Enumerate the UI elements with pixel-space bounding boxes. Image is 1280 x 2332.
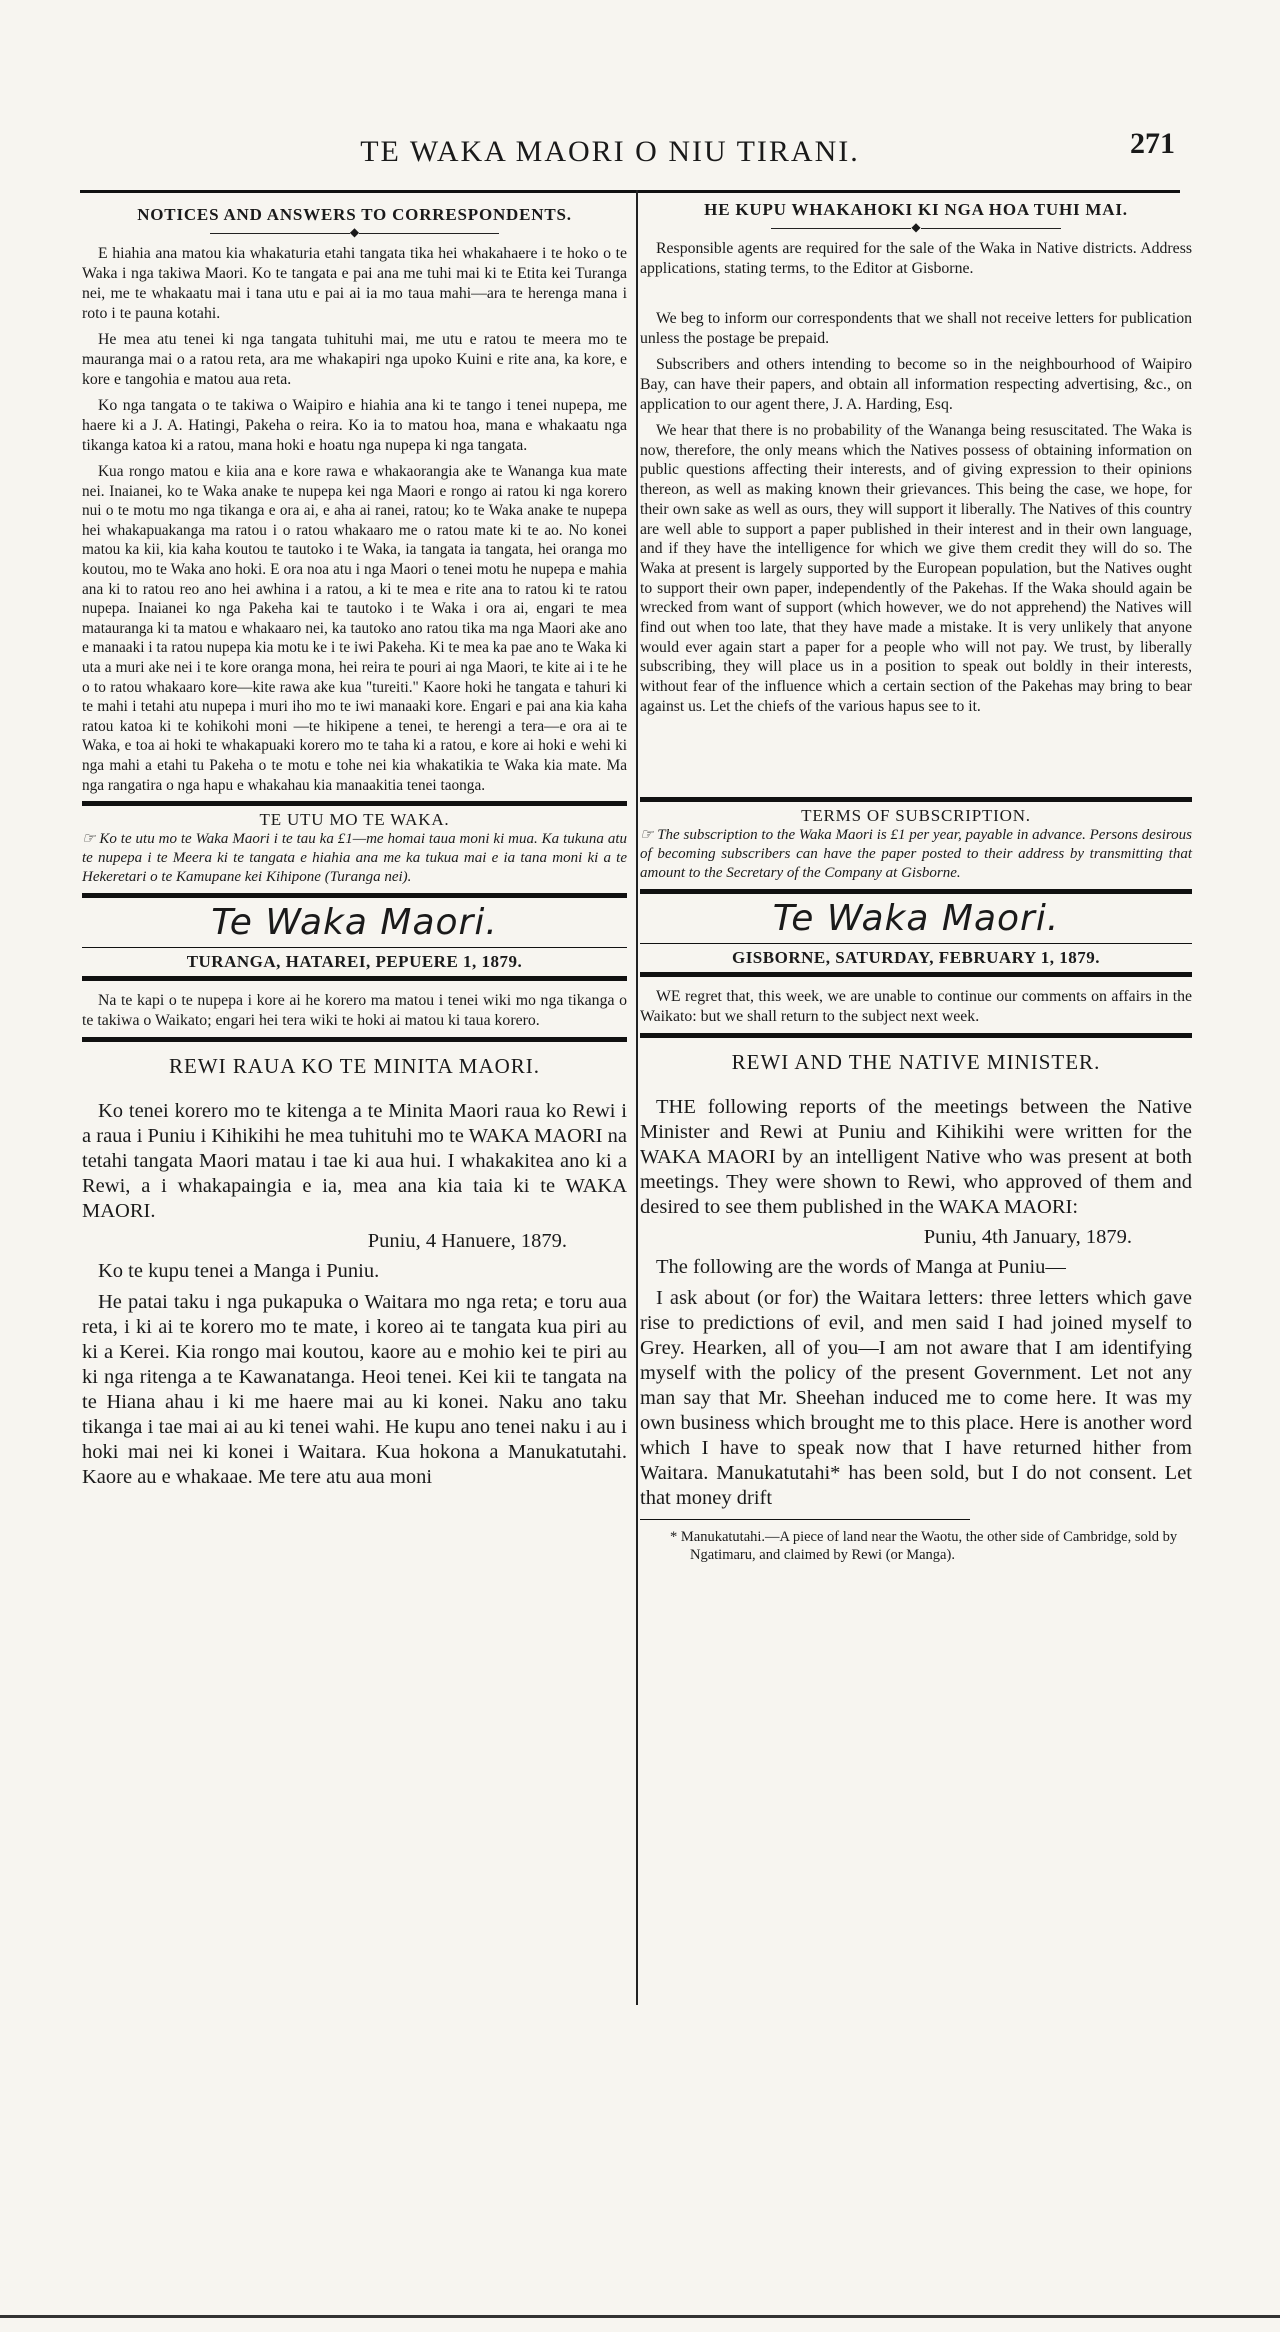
notice-paragraph: We beg to inform our correspondents that we shall not receive letters for publication unless the postage be prepaid. — [640, 310, 1192, 347]
section-rule — [82, 976, 627, 981]
title-rule — [82, 947, 627, 948]
rewi-date: Puniu, 4th January, 1879. — [923, 1225, 1132, 1248]
notice-paragraph: Ko nga tangata o te takiwa o Waipiro e hiahia ana ki te tango i tenei nupepa, me haere ki a J. A. Hatingi, Pakeha o reira. Ko ia to matou hoa, mana e whakaatu nga tikanga katoa ki a ratou, mana hoki e hoatu nga nupepa ki nga tangata. — [82, 397, 627, 454]
rewi-date: Puniu, 4 Hanuere, 1879. — [367, 1230, 567, 1253]
paper-title: Te Waka Maori. — [211, 902, 498, 944]
ornament-divider: ◆ — [640, 221, 1192, 233]
pointing-hand-icon: ☞ — [82, 831, 100, 848]
kupu-heading: HE KUPU WHAKAHOKI KI NGA HOA TUHI MAI. — [704, 200, 1128, 219]
rewi-heading: REWI RAUA KO TE MINITA MAORI. — [168, 1054, 541, 1079]
notice-paragraph: We hear that there is no probability of the Wananga being resuscitated. The Waka is now, therefore, the only means which the Natives possess of obtaining information on public questions affecting their interests, and of giving expression to their opinions thereon, as well as making known their grievances. This being the case, we hope, for their own sake as well as ours, they will support it liberally. The Natives of this country are well able to support a paper published in their interest and in their own language, and if they have the intelligence for which we give them credit they will do so. The Waka at present is largely supported by the European population, but the Natives ought to support their own paper, independently of the Pakehas. If the Waka should again be wrecked from want of support (which however, we do not apprehend) the Natives will find out when too late, that they have made a mistake. It is very unlikely that anyone would ever again start a paper for a people who will not pay. We trust, by liberally subscribing, they will place us in a position to speak out boldly in their interests, without fear of the influence which a certain section of the Pakehas may bring to bear against us. Let the chiefs of the various hapus see to it. — [640, 422, 1192, 715]
ornament-divider: ◆ — [82, 226, 627, 238]
rewi-intro: Ko tenei korero mo te kitenga a te Minita Maori raua ko Rewi i a raua i Puniu i Kihikihi he mea tuhituhi mo te WAKA MAORI na tetahi tangata Maori matau i tae ki aua hui. I whakakitea ano ki a Rewi, a i whakapaingia e ia, mea ana kia taia ki te WAKA MAORI. — [82, 1100, 627, 1223]
section-rule — [82, 801, 627, 806]
notices-heading: NOTICES AND ANSWERS TO CORRESPONDENTS. — [137, 205, 572, 224]
section-rule — [640, 972, 1192, 977]
terms-text — [640, 826, 1192, 883]
pointing-hand-icon: ☞ — [640, 826, 658, 843]
notice-paragraph: E hiahia ana matou kia whakaturia etahi tangata tika hei whakahaere i te hoko o te Waka i nga takiwa Maori. Ko te tangata e pai ana me tuhi mai ki te Etita kei Turanga nei, me te whakaatu mai i tana utu e pai ai ia mo taua mahi—ara te herenga mana i roto i te pauna kotahi. — [82, 245, 627, 322]
notice-paragraph: Subscribers and others intending to become so in the neighbourhood of Waipiro Bay, can have their papers, and obtain all information respecting advertising, &c., on application to our agent there, J. A. Harding, Esq. — [640, 356, 1192, 413]
rewi-paragraph: The following are the words of Manga at Puniu— — [656, 1255, 1066, 1278]
bottom-rule — [0, 2315, 1280, 2318]
masthead: TE WAKA MAORI O NIU TIRANI. — [360, 135, 860, 168]
editorial-note: WE regret that, this week, we are unable to continue our comments on affairs in the Waikato: but we shall return to the subject next week. — [640, 987, 1192, 1025]
utu-text — [82, 830, 627, 887]
notice-paragraph: Responsible agents are required for the sale of the Waka in Native districts. Address applications, stating terms, to the Editor at Gisborne. — [640, 240, 1192, 277]
section-rule — [82, 1037, 627, 1042]
utu-text-body: Ko te utu mo te Waka Maori i te tau ka £1—me homai taua moni ki mua. Ka tukuna atu te nupepa i te Meera ki te tangata e hiahia ana me ka tukua mai e ia tana moni ki a te Hekeretari o te Kamupane kei Kihipone (Turanga nei). — [82, 831, 627, 886]
rewi-paragraph: Ko te kupu tenei a Manga i Puniu. — [98, 1260, 380, 1283]
top-rule — [80, 190, 1180, 193]
notice-paragraph: Kua rongo matou e kiia ana e kore rawa e whakaorangia ake te Wananga kua mate nei. Inaianei, ko te Waka anake te nupepa kei nga Maori e rongo ai ratou ki nga korero nui o te motu mo nga tikanga e ora ai, e aha ai ranei, ratou; ko te Waka anake te nupepa hei whakapuakanga ma ratou i o ratou whakaaro me o ratou mate ki te ao. No konei matou ka kii, kia kaha koutou te tautoko i te Waka, ia tangata ia tangata, hei oranga mo koutou, mo te Waka ano hoki. E ora noa atu i nga Maori o tenei motu he nupepa e mahia ana ki to ratou reo ano hei awhina i a ratou, a ki te mea e rite ana to ratou ki te ratou nupepa. Inaianei ko nga Pakeha kai te tautoko i te Waka i ora ai, engari te mea matauranga ki ta matou e whakaaro nei, ka tautoko ano ratou tika ma nga Maori ake ano e manaaki i ta ratou nupepa kia motu ke i te iwi Pakeha. Ki te mea ka pae ano te Waka ki uta a muri ake nei i te kore oranga mona, hei reira te pouri ai nga Maori, te kite ai i te he o to ratou whakaaro kore—kite rawa ake kua "tureiti." Kaore hoki he tangata e tahuri ki te mahi i tetahi atu nupepa i muri iho mo te iwi manaaki kore. Engari e pai ana kia kaha ratou katoa ki te kohikohi moni —te hikipene a tenei, te herengi a tera—e ora ai te Waka, e toa ai hoki te whakapuaki korero mo te taha ki a ratou, e kore ai hoki e wehi ki nga mahi a etahi tu Pakeha o te motu e tohe nei kia whakatikia te Waka kia mate. Ma nga rangatira o nga hapu e whakahau kia manaakitia tenei taonga. — [82, 463, 627, 794]
footnote-rule — [640, 1519, 970, 1520]
utu-heading: TE UTU MO TE WAKA. — [259, 810, 450, 830]
editorial-note: Na te kapi o te nupepa i kore ai he korero ma matou i tenei wiki mo nga tikanga o te takiwa o Waikato; engari hei tera wiki te hoki ai matou ki taua korero. — [82, 992, 627, 1030]
column-divider — [636, 190, 638, 2005]
section-rule — [82, 893, 627, 898]
rewi-paragraph: He patai taku i nga pukapuka o Waitara mo nga reta; e toru aua reta, i ki ai te korero mo te mate, i koreo ai te tangata kua piri au ki a Kerei. Kia rongo mai koutou, kaore au e mohio kei te piri au ki nga ritenga a te Kawanatanga. Heoi tenei. Kei kii te tangata na te Hiana ahau i ki me haere mai au ki konei. Naku ano taku tikanga i tae mai ai au ki tenei wahi. He kupu ano tenei naku i au i hoki mai nei ki konei i Waitara. Kua hokona a Manukatutahi. Kaore au e whakaae. Me tere atu aua moni — [82, 1291, 627, 1489]
paper-title: Te Waka Maori. — [772, 897, 1060, 939]
section-rule — [640, 797, 1192, 802]
page-number: 271 — [1130, 127, 1175, 160]
title-rule — [640, 943, 1192, 944]
section-rule — [640, 889, 1192, 894]
footnote: * Manukatutahi.—A piece of land near the Waotu, the other side of Cambridge, sold by Ngatimaru, and claimed by Rewi (or Manga). — [670, 1528, 1178, 1563]
right-column — [640, 200, 1192, 1564]
left-column — [82, 205, 627, 1496]
rewi-intro: THE following reports of the meetings between the Native Minister and Rewi at Puniu and Kihikihi were written for the WAKA MAORI by an intelligent Native who was present at both meetings. They were shown to Rewi, who approved of them and desired to see them published in the WAKA MAORI: — [640, 1095, 1192, 1218]
rewi-heading: REWI AND THE NATIVE MINISTER. — [731, 1049, 1101, 1074]
section-rule — [640, 1033, 1192, 1038]
rewi-paragraph: I ask about (or for) the Waitara letters: three letters which gave rise to predictions of evil, and men said I had joined myself to Grey. Hearken, all of you—I am not aware that I am identifying myself with the policy of the present Government. Let not any man say that Mr. Sheehan induced me to come here. It was my own business which brought me to this place. Here is another word which I have to speak now that I have returned hither from Waitara. Manukatutahi* has been sold, but I do not consent. Let that money drift — [640, 1286, 1192, 1509]
dateline: GISBORNE, SATURDAY, FEBRUARY 1, 1879. — [731, 947, 1101, 967]
dateline: TURANGA, HATAREI, PEPUERE 1, 1879. — [186, 952, 523, 972]
terms-text-body: The subscription to the Waka Maori is £1 per year, payable in advance. Persons desirous of becoming subscribers can have the paper posted to their address by transmitting that amount to the Secretary of the Company at Gisborne. — [640, 826, 1193, 881]
notice-paragraph: He mea atu tenei ki nga tangata tuhituhi mai, me utu e ratou te meera mo te mauranga mai o a ratou reta, ara me whakapiri nga upoko Kuini e rite ana, ka kore, e kore e tangohia e matou aua reta. — [82, 331, 627, 388]
terms-heading: TERMS OF SUBSCRIPTION. — [801, 805, 1031, 825]
